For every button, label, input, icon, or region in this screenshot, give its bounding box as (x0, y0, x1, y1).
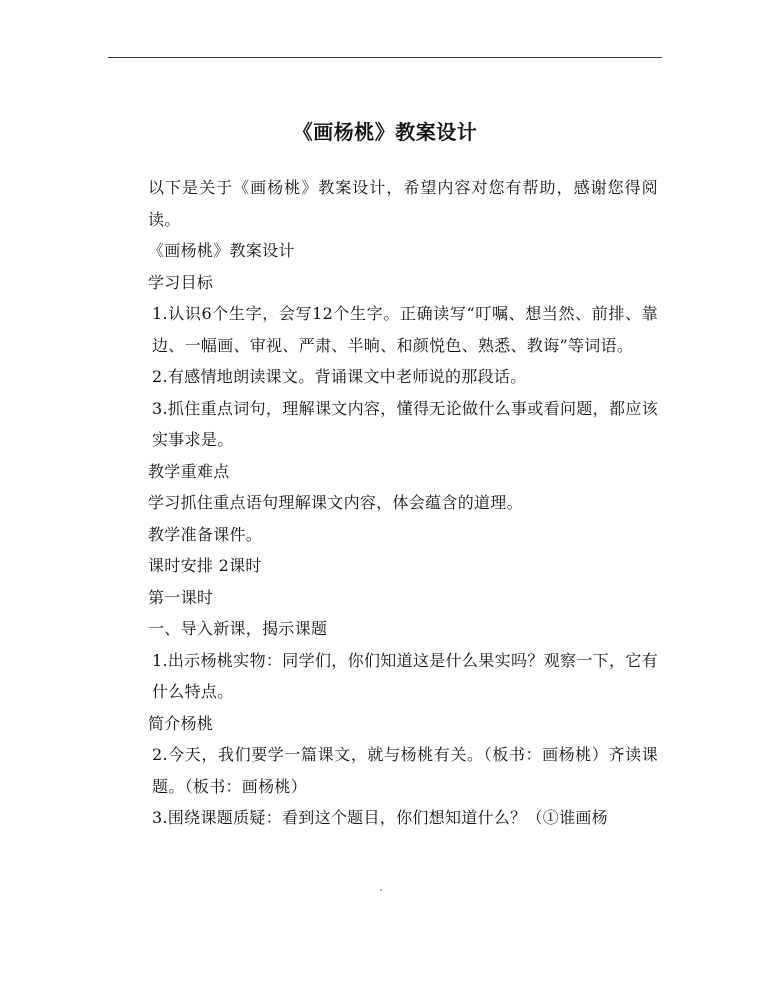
paragraph: 2.有感情地朗读课文。背诵课文中老师说的那段话。 (152, 367, 527, 386)
paragraph: 简介杨桃 (148, 713, 214, 733)
paragraph: 教学准备课件。 (148, 524, 263, 544)
paragraph: 以下是关于《画杨桃》教案设计，希望内容对您有帮助，感谢您得阅读。 (148, 178, 658, 229)
header-rule (108, 57, 662, 58)
paragraph: 课时安排 2课时 (148, 556, 262, 575)
paragraph: 学习目标 (148, 272, 214, 292)
paragraph: 3.抓住重点词句，理解课文内容，懂得无论做什么事或看问题，都应该实事求是。 (152, 398, 658, 449)
paragraph: 学习抓住重点语句理解课文内容，体会蕴含的道理。 (148, 493, 523, 512)
section-heading: 教学重难点 (148, 461, 230, 481)
section-heading: 一、导入新课，揭示课题 (148, 619, 328, 638)
paragraph: 1.认识6个生字，会写12个生字。正确读写“叮嘱、想当然、前排、靠边、一幅画、审视、严肃、半晌、和颜悦色、熟悉、教诲”等词语。 (152, 304, 658, 355)
document-body (110, 172, 658, 834)
paragraph: 《画杨桃》教案设计 (148, 241, 295, 260)
page-footer-mark (380, 889, 382, 891)
section-heading: 第一课时 (148, 587, 214, 607)
paragraph: 3.围绕课题质疑：看到这个题目，你们想知道什么？（①谁画杨 (152, 808, 608, 827)
paragraph: 1.出示杨桃实物：同学们，你们知道这是什么果实吗？观察一下，它有什么特点。 (152, 650, 658, 701)
paragraph: 2.今天，我们要学一篇课文，就与杨桃有关。（板书：画杨桃）齐读课题。（板书：画杨桃） (152, 745, 658, 796)
document-title: 《画杨桃》教案设计 (292, 120, 478, 144)
